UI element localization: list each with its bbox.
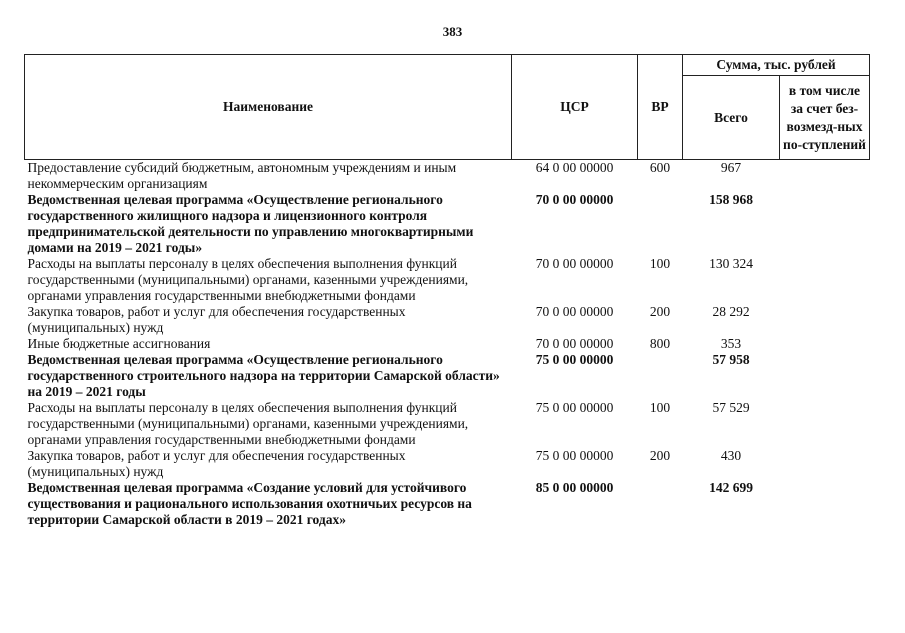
- cell-grant: [780, 336, 870, 352]
- cell-name: Ведомственная целевая программа «Осуществление регионального государственного строительного надзора на территории Самарской области» на 2019 – 2021 годы: [27, 352, 500, 399]
- cell-csr: 75 0 00 00000: [535, 400, 614, 415]
- cell-grant: [780, 160, 870, 193]
- table-row: [25, 336, 870, 352]
- cell-name: Иные бюджетные ассигнования: [27, 336, 211, 351]
- cell-grant: [780, 448, 870, 480]
- cell-name: Закупка товаров, работ и услуг для обеспечения государственных (муниципальных) нужд: [27, 304, 406, 335]
- table-row: [25, 400, 870, 448]
- cell-csr: 64 0 00 00000: [535, 160, 614, 175]
- cell-csr: 70 0 00 00000: [535, 256, 614, 271]
- cell-csr: 85 0 00 00000: [535, 480, 614, 495]
- column-header-sum-total: Всего: [683, 76, 780, 160]
- cell-amount: 57 958: [712, 352, 750, 367]
- table-row: [25, 160, 870, 193]
- cell-name: Ведомственная целевая программа «Осуществление регионального государственного жилищного надзора и лицензионного контроля предпринимательской деятельности по управлению многоквартирными домами на 2019 – 2021 годы»: [27, 192, 474, 255]
- cell-csr: 75 0 00 00000: [535, 352, 614, 367]
- table-row: [25, 192, 870, 256]
- cell-amount: 430: [720, 448, 742, 463]
- cell-vr: 100: [649, 400, 671, 415]
- table-body: [25, 160, 870, 529]
- cell-name: Предоставление субсидий бюджетным, автономным учреждениям и иным некоммерческим организациям: [27, 160, 457, 191]
- cell-amount: 967: [720, 160, 742, 175]
- column-header-sum-grant: в том числе за счет без-возмезд-ных по-ступлений: [780, 76, 870, 160]
- cell-csr: 70 0 00 00000: [535, 336, 614, 351]
- cell-amount: 158 968: [709, 192, 753, 207]
- column-header-name: Наименование: [25, 55, 512, 160]
- cell-name: Закупка товаров, работ и услуг для обеспечения государственных (муниципальных) нужд: [27, 448, 406, 479]
- cell-vr: [638, 192, 683, 256]
- cell-grant: [780, 192, 870, 256]
- cell-name: Расходы на выплаты персоналу в целях обеспечения выполнения функций государственными (муниципальными) органами, казенными учреждениями, органами управления государственными внебюджетными фондами: [27, 400, 469, 447]
- cell-amount: 28 292: [712, 304, 750, 319]
- cell-amount: 57 529: [712, 400, 750, 415]
- column-header-vr: ВР: [638, 55, 683, 160]
- cell-csr: 70 0 00 00000: [535, 304, 614, 319]
- table-row: [25, 304, 870, 336]
- table-row: [25, 448, 870, 480]
- table-row: [25, 480, 870, 528]
- column-header-sum-group: Сумма, тыс. рублей: [683, 55, 870, 76]
- table-row: [25, 352, 870, 400]
- cell-grant: [780, 400, 870, 448]
- cell-vr: 600: [649, 160, 671, 175]
- cell-amount: 142 699: [709, 480, 753, 495]
- cell-grant: [780, 256, 870, 304]
- cell-vr: [638, 352, 683, 400]
- cell-grant: [780, 480, 870, 528]
- cell-vr: 200: [649, 448, 671, 463]
- cell-amount: 130 324: [709, 256, 753, 271]
- cell-amount: 353: [720, 336, 742, 351]
- cell-grant: [780, 304, 870, 336]
- table-row: [25, 256, 870, 304]
- page-number: 383: [442, 24, 463, 39]
- cell-vr: 200: [649, 304, 671, 319]
- cell-vr: 800: [649, 336, 671, 351]
- cell-grant: [780, 352, 870, 400]
- table-header: [25, 55, 870, 160]
- column-header-csr: ЦСР: [512, 55, 638, 160]
- cell-csr: 75 0 00 00000: [535, 448, 614, 463]
- cell-name: Расходы на выплаты персоналу в целях обеспечения выполнения функций государственными (муниципальными) органами, казенными учреждениями, органами управления государственными внебюджетными фондами: [27, 256, 469, 303]
- cell-name: Ведомственная целевая программа «Создание условий для устойчивого существования и рационального использования охотничьих ресурсов на территории Самарской области в 2019 – 2021 годах»: [27, 480, 472, 527]
- cell-vr: 100: [649, 256, 671, 271]
- budget-table: [24, 54, 870, 528]
- cell-vr: [638, 480, 683, 528]
- cell-csr: 70 0 00 00000: [535, 192, 614, 207]
